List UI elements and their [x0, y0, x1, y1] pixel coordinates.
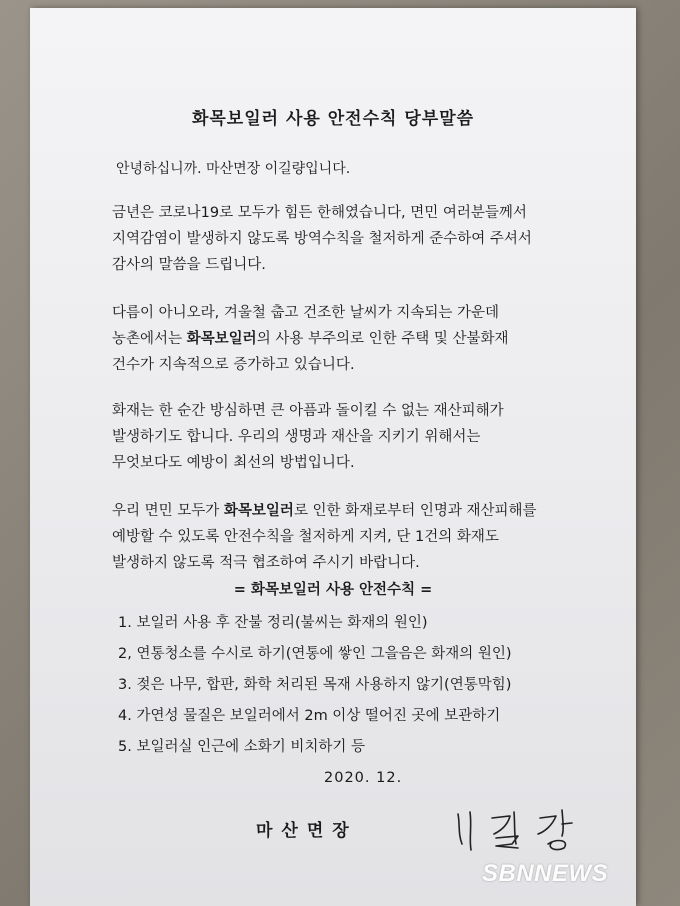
paragraph-line: 감사의 말씀을 드립니다. — [112, 257, 266, 273]
safety-rules-list — [118, 608, 512, 763]
rules-heading: = 화목보일러 사용 안전수칙 = — [233, 582, 433, 598]
greeting: 안녕하십니까. 마산면장 이길량입니다. — [116, 161, 351, 177]
handwritten-signature — [452, 804, 592, 854]
paragraph-prevention — [112, 398, 636, 476]
text-segment: 로 인한 화재로부터 인명과 재산피해를 — [293, 503, 537, 519]
emphasis-text: 화목보일러 — [186, 331, 257, 347]
rule-item: 1. 보일러 사용 후 잔불 정리(불씨는 화재의 원인) — [118, 615, 428, 631]
sbnnews-watermark: SBNNEWS — [482, 860, 609, 887]
paragraph-line: 건수가 지속적으로 증가하고 있습니다. — [112, 357, 355, 373]
paragraph-line: 무엇보다도 예방이 최선의 방법입니다. — [112, 455, 355, 471]
signer-title: 마산면장 — [256, 821, 358, 841]
paragraph-line — [112, 326, 636, 352]
paragraph-line: 발생하기도 합니다. 우리의 생명과 재산을 지키기 위해서는 — [112, 429, 481, 445]
paragraph-line: 발생하지 않도록 적극 협조하여 주시기 바랍니다. — [112, 555, 420, 571]
rule-item: 3. 젖은 나무, 합판, 화학 처리된 목재 사용하지 않기(연통막힘) — [118, 677, 512, 693]
notice-date: 2020. 12. — [324, 770, 403, 786]
paragraph-covid — [112, 200, 636, 278]
notice-title: 화목보일러 사용 안전수칙 당부말씀 — [191, 109, 475, 129]
text-segment: 농촌에서는 — [112, 331, 187, 347]
rule-item: 5. 보일러실 인근에 소화기 비치하기 등 — [118, 739, 365, 755]
paragraph-line: 금년은 코로나19로 모두가 힘든 한해였습니다, 면민 여러분들께서 — [112, 205, 527, 221]
paragraph-line: 다름이 아니오라, 겨울철 춥고 건조한 날씨가 지속되는 가운데 — [112, 305, 500, 321]
text-segment: 의 사용 부주의로 인한 주택 및 산불화재 — [256, 331, 509, 347]
paragraph-line: 화재는 한 순간 방심하면 큰 아픔과 돌이킬 수 없는 재산피해가 — [112, 403, 504, 419]
paragraph-line: 예방할 수 있도록 안전수칙을 철저하게 지켜, 단 1건의 화재도 — [112, 529, 499, 545]
paragraph-request — [112, 498, 636, 576]
rule-item: 2, 연통청소를 수시로 하기(연통에 쌓인 그을음은 화재의 원인) — [118, 646, 512, 662]
rule-item: 4. 가연성 물질은 보일러에서 2m 이상 떨어진 곳에 보관하기 — [118, 708, 501, 724]
notice-paper — [30, 8, 636, 906]
emphasis-text: 화목보일러 — [223, 503, 294, 519]
paragraph-line — [112, 498, 636, 524]
paragraph-line: 지역감염이 발생하지 않도록 방역수칙을 철저하게 준수하여 주셔서 — [112, 231, 532, 247]
text-segment: 우리 면민 모두가 — [112, 503, 224, 519]
paragraph-winter — [112, 300, 636, 378]
